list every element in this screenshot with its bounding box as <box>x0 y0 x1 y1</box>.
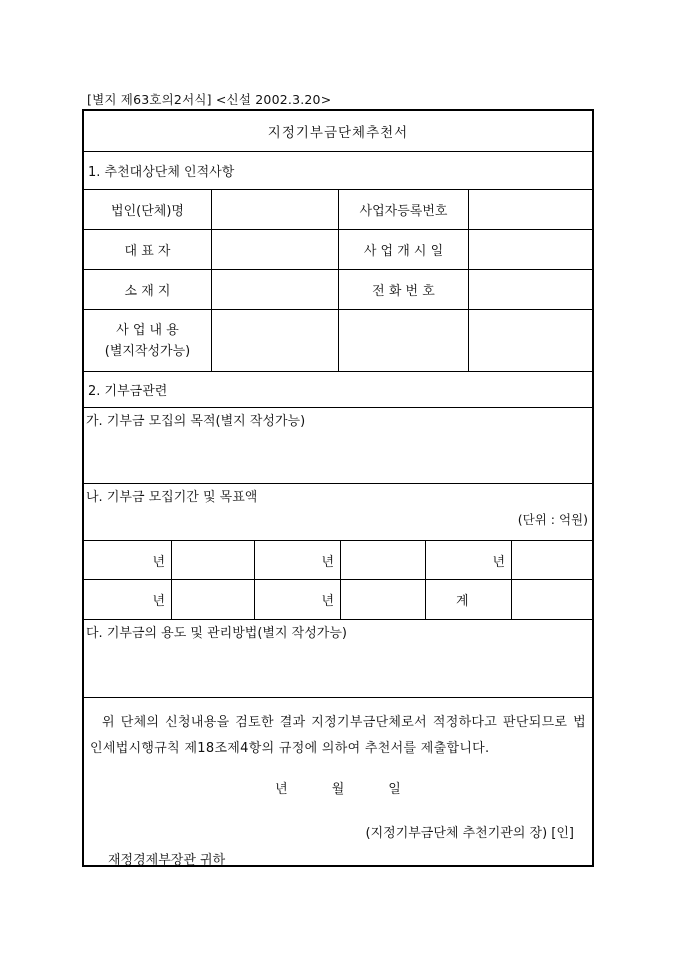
location-field[interactable] <box>212 270 339 309</box>
business-content-label <box>84 310 212 371</box>
row-location <box>84 270 592 310</box>
business-start-date-label: 사 업 개 시 일 <box>339 230 469 269</box>
period-block <box>84 484 592 541</box>
period-row-2 <box>84 580 592 620</box>
business-reg-no-field[interactable] <box>469 190 592 229</box>
year-label-5: 년 <box>255 580 341 619</box>
declaration-text: 위 단체의 신청내용을 검토한 결과 지정기부금단체로서 적정하다고 판단되므로 법인세법시행규칙 제18조제4항의 규정에 의하여 추천서를 제출합니다. <box>90 715 586 756</box>
signer-seal: (지정기부금단체 추천기관의 장) [인] <box>365 826 574 841</box>
phone-label: 전 화 번 호 <box>339 270 469 309</box>
form-number-label: [별지 제63호의2서식] <신설 2002.3.20> <box>87 92 332 107</box>
section2-heading: 2. 기부금관련 <box>84 372 592 408</box>
business-content-field[interactable] <box>212 310 339 371</box>
year-label-3: 년 <box>426 541 512 579</box>
business-reg-no-label: 사업자등록번호 <box>339 190 469 229</box>
period-heading: 나. 기부금 모집기간 및 목표액 <box>86 490 258 505</box>
total-field[interactable] <box>512 580 592 619</box>
phone-field[interactable] <box>469 270 592 309</box>
addressee: 재정경제부장관 귀하 <box>108 853 226 868</box>
representative-field[interactable] <box>212 230 339 269</box>
form-title: 지정기부금단체추천서 <box>84 111 592 152</box>
amount-field-4[interactable] <box>172 580 255 619</box>
date-year: 년 <box>275 782 288 797</box>
year-label-1: 년 <box>84 541 172 579</box>
row-corp-name <box>84 190 592 230</box>
amount-field-3[interactable] <box>512 541 592 579</box>
amount-field-1[interactable] <box>172 541 255 579</box>
period-row-1 <box>84 541 592 580</box>
purpose-block[interactable] <box>84 408 592 484</box>
row-representative <box>84 230 592 270</box>
representative-label: 대 표 자 <box>84 230 212 269</box>
business-content-label-line2: (별지작성가능) <box>104 343 191 359</box>
year-label-4: 년 <box>84 580 172 619</box>
business-content-field-3[interactable] <box>469 310 592 371</box>
total-label: 계 <box>426 580 512 619</box>
business-start-date-field[interactable] <box>469 230 592 269</box>
amount-field-5[interactable] <box>341 580 426 619</box>
corp-name-label: 법인(단체)명 <box>84 190 212 229</box>
usage-block[interactable] <box>84 620 592 698</box>
purpose-heading: 가. 기부금 모집의 목적(별지 작성가능) <box>86 414 306 429</box>
date-day: 일 <box>388 782 401 797</box>
date-month: 월 <box>331 782 345 797</box>
business-content-label-line1: 사 업 내 용 <box>116 322 179 338</box>
corp-name-field[interactable] <box>212 190 339 229</box>
declaration-block <box>84 698 592 867</box>
recommendation-form <box>82 109 594 867</box>
business-content-field-2[interactable] <box>339 310 469 371</box>
usage-heading: 다. 기부금의 용도 및 관리방법(별지 작성가능) <box>86 626 347 641</box>
amount-field-2[interactable] <box>341 541 426 579</box>
section1-heading: 1. 추천대상단체 인적사항 <box>84 152 592 190</box>
year-label-2: 년 <box>255 541 341 579</box>
row-business-content <box>84 310 592 372</box>
unit-label: (단위 : 억원) <box>517 512 588 527</box>
date-line <box>84 778 592 797</box>
location-label: 소 재 지 <box>84 270 212 309</box>
